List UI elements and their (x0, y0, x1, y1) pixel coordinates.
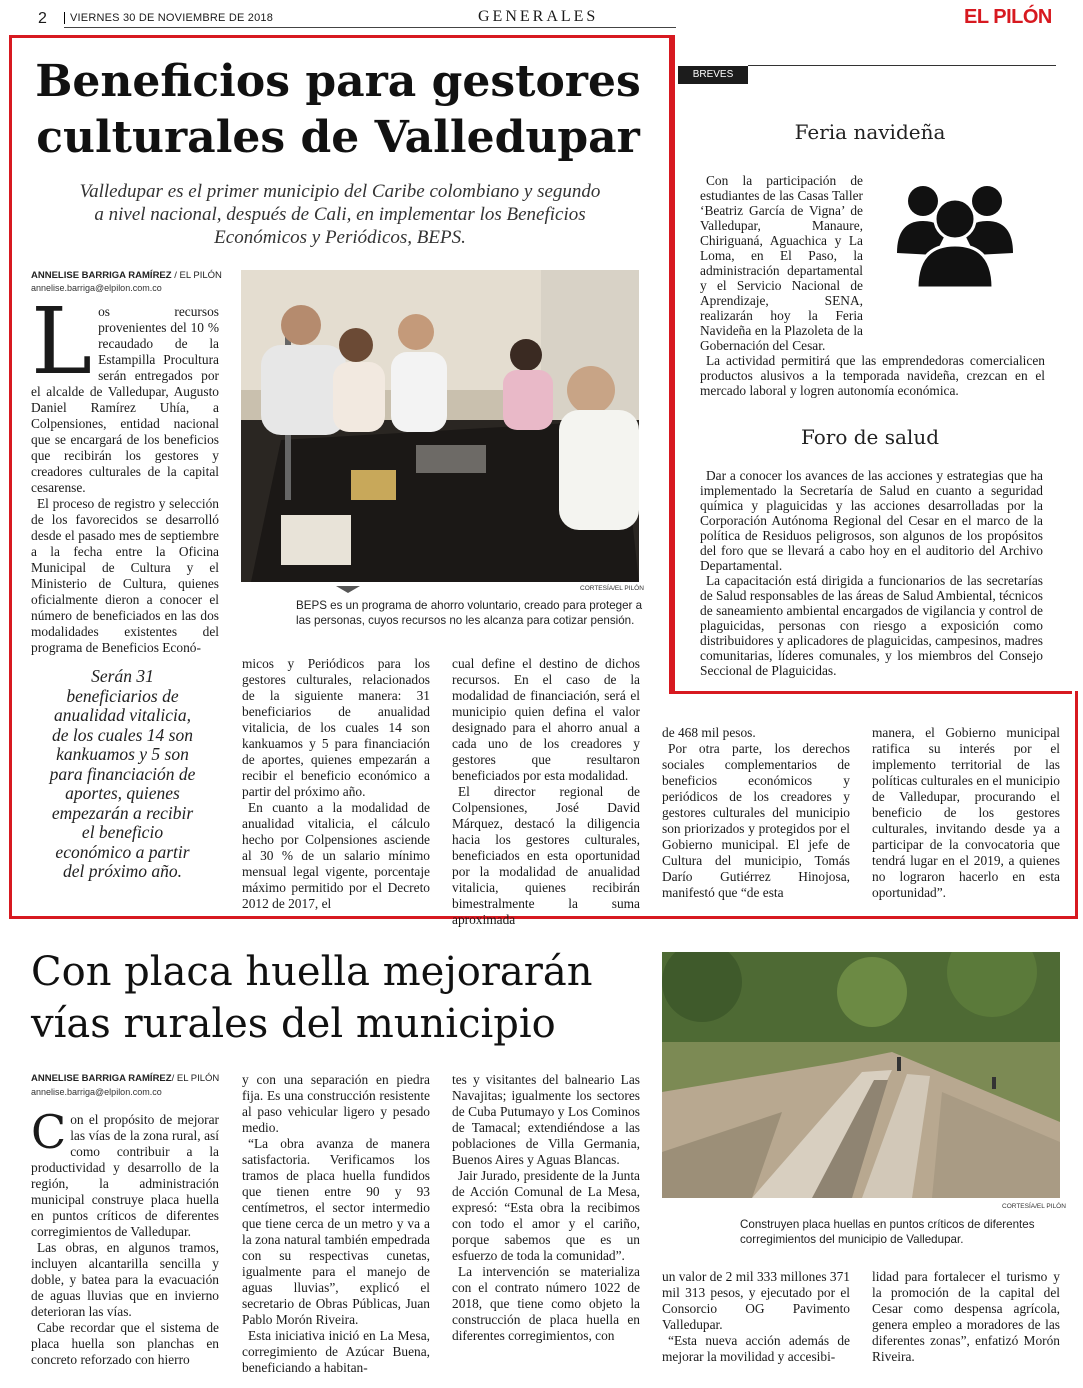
article1-photo-caption: BEPS es un programa de ahorro voluntario, creado para proteger a las personas, cuyos recursos no les alcanza para cotizar pensión. (296, 599, 643, 627)
article2-email[interactable]: annelise.barriga@elpilon.com.co (31, 1087, 162, 1097)
article1-col5: manera, el Gobierno municipal ratifica su interés por el implemento territorial de las políticas culturales en el municipio de Valledupar, procurando el beneficio de los gestores culturales, invitando desde ya a participar de la convocatoria que tendrá lugar en el 2019, a quienes no lograron hacerlo en esta oportunidad”. (872, 725, 1060, 900)
article1-dropcap: L (31, 288, 93, 395)
issue-date: VIERNES 30 DE NOVIEMBRE DE 2018 (64, 12, 273, 24)
article2-headline: Con placa huella mejorarán vías rurales del municipio (31, 949, 593, 1047)
section-title: GENERALES (478, 8, 599, 25)
article2-dropcap: C (31, 1105, 67, 1159)
article2-byline: ANNELISE BARRIGA RAMÍREZ/ EL PILÓN (31, 1073, 220, 1084)
article1-col4: de 468 mil pesos. Por otra parte, los derechos sociales complementarios de beneficios económicos y periódicos de los creadores y gestores culturales del municipio son priorizados y protegidos por el Gobierno municipal. El jefe de Cultura del municipio, Tomás Darío Gutiérrez Hinojosa, manifestó que “de esta (662, 725, 850, 900)
article2-col2: y con una separación en piedra fija. Es una construcción resistente al paso vehicular ligero y pesado medio. “La obra avanza de manera satisfactoria. Verificamos los tramos de placa huella fundidos que tienen entre 90 y 93 centímetros, el sector intermedio que tiene cerca de un metro y va a la zona natural también empedrada con su respectivas cunetas, igualmente para el manejo de aguas lluvias”, explicó el secretario de Obras Públicas, Juan Pablo Morón Riveira. Esta iniciativa inició en La Mesa, corregimiento de Azúcar Buena, beneficiando a habitan- (242, 1072, 430, 1375)
article1-email[interactable]: annelise.barriga@elpilon.com.co (31, 283, 162, 293)
meeting-photo-illustration (241, 270, 639, 582)
article1-photo-credit: CORTESÍA/EL PILÓN (580, 585, 644, 592)
header-rule (64, 27, 676, 28)
article2-photo-caption: Construyen placa huellas en puntos críticos de diferentes corregimientos del municipio de Valledupar. (740, 1218, 1035, 1246)
road-construction-photo-illustration (662, 952, 1060, 1198)
article1-col3: cual define el destino de dichos recursos. En el caso de la modalidad de financiación, será el municipio quien defina el valor designado para el ahorro anual a cada uno de los creadores y gestores que resultaron beneficiados por esta modalidad. El director regional de Colpensiones, José David Márquez, destacó la diligencia hacia los gestores culturales, beneficiados en esta oportunidad por la modalidad de anualidad vitalicia, quienes recibirán bimestralmente la suma aproximada (452, 656, 640, 927)
article2-col1: C on el propósito de mejorar las vías de la zona rural, así como contribuir a la productividad y desarrollo de la región, la administración municipal construye placa huella en puntos críticos de diferentes corregimientos de Valledupar. Las obras, en algunos tramos, incluyen alcantarilla sencilla y doble, y batea para la evacuación de aguas lluvias que en invierno deterioran las vías. Cabe recordar que el sistema de placa huella son planchas en concreto reforzado con hierro (31, 1105, 219, 1367)
article1-headline: Beneficios para gestores culturales de Valledupar (35, 56, 641, 163)
article1-photo (241, 270, 639, 582)
newspaper-logo: EL PILÓN (964, 6, 1052, 28)
breves-rule (748, 65, 1056, 66)
article1-pull-quote: Serán 31 beneficiarios de anualidad vitalicia, de los cuales 14 son kankuamos y 5 son para financiación de aportes, quienes empezarán a recibir el beneficio económico a partir del próximo año. (49, 666, 196, 881)
article1-col1: L os recursos provenientes del 10 % recaudado de la Estampilla Procultura serán entregados por el alcalde de Valledupar, Augusto Daniel Ramírez Uhía, a Colpensiones, entidad nacional que se encargará de los beneficios que recibirán los gestores y creadores culturales de la capital cesarense. El proceso de registro y selección de los favorecidos se desarrolló desde el pasado mes de septiembre a la fecha entre la Oficina Municipal de Cultura y el Ministerio de Cultura, quienes oficialmente dieron a conocer el número de beneficiados en las dos modalidades existentes del programa de Beneficios Econó- (31, 288, 219, 655)
article1-col2: micos y Periódicos para los gestores culturales, relacionados de la siguiente manera: 31 beneficiarios de anualidad vitalicia, de los cuales 14 son kankuamos y 5 para financiación de aportes, quienes empezarán a recibir el beneficio económico a partir del próximo año. En cuanto a la modalidad de anualidad vitalicia, el cálculo hecho por Colpensiones asciende al 30 % de un salario mínimo mensual legal vigente, porcentaje máximo permitido por el Decreto 2012 de 2017, el (242, 656, 430, 911)
page-number: 2 (38, 10, 47, 27)
breves-tag: BREVES (678, 66, 748, 84)
article2-col4: un valor de 2 mil 333 millones 371 mil 313 pesos, y ejecutado por el Consorcio OG Pavimento Valledupar. “Esta nueva acción además de mejorar la movilidad y accesibi- (662, 1269, 850, 1364)
article1-byline: ANNELISE BARRIGA RAMÍREZ / EL PILÓN (31, 270, 222, 281)
article2-photo (662, 952, 1060, 1198)
foro-title: Foro de salud (800, 425, 940, 449)
article1-deck: Valledupar es el primer municipio del Caribe colombiano y segundo a nivel nacional, después de Cali, en implementar los Beneficios Económicos y Periódicos, BEPS. (79, 181, 601, 248)
highlight-box-mid (669, 691, 1072, 694)
article2-col5: lidad para fortalecer el turismo y la promoción de la capital del Cesar como despensa agrícola, genera empleo a moradores de las diferentes zonas”, enfatizó Morón Riveira. (872, 1269, 1060, 1364)
foro-body: Dar a conocer los avances de las acciones y estrategias que ha implementado la Secretaría de Salud en cuanto a seguridad química y plaguicidas y las acciones desarrolladas por la Corporación Autónoma Regional del Cesar en el marco de la política de Residuos peligrosos, son algunos de los propósitos del foro que se llevará a cabo hoy en el auditorio del Archivo Departamental. La capacitación está dirigida a funcionarios de las secretarías de Salud responsables de las áreas de Salud Ambiental, técnicos de saneamiento ambiental encargados de vigilancia y control de plaguicidas, personas con riesgo a exposición como distribuidores y aplicadores de plaguicidas, campesinos, madres comunitarias, líderes comunales, y los miembros del Consejo Seccional de Plaguicidas. (700, 468, 1043, 678)
article2-col3: tes y visitantes del balneario Las Navajitas; igualmente los sectores de Cuba Putumayo y Los Cominos de Tamacal; extendiéndose a las poblaciones de Villa Germania, Buenos Aires y Aguas Blancas. Jair Jurado, presidente de la Junta de Acción Comunal de La Mesa, expresó: “Esta obra la recibimos con todo el amor y el cariño, porque sabemos que es un esfuerzo de toda la comunidad”. La intervención se materializa con el contrato número 1022 de 2018, que tiene como objeto la construcción de placa huella en diferentes corregimientos, con (452, 1072, 640, 1343)
caption-arrow-icon (336, 586, 360, 593)
highlight-box-right (669, 35, 672, 693)
article2-photo-credit: CORTESÍA/EL PILÓN (1002, 1203, 1066, 1210)
feria-body: Con la participación de estudiantes de las Casas Taller ‘Beatriz García de Vigna’ de Valledupar, Manaure, Chiriguaná, Aguachica y La Loma, en El Paso, la administración departamental y el Servicio Nacional de Aprendizaje, SENA, realizarán hoy la Feria Navideña en la Plazoleta de la Gobernación del Cesar. La actividad permitirá que las emprendedoras comercialicen productos alusivos a la temporada navideña, crezcan en el mercado laboral y logren autonomía económica. (700, 173, 1045, 398)
feria-title: Feria navideña (794, 120, 946, 144)
